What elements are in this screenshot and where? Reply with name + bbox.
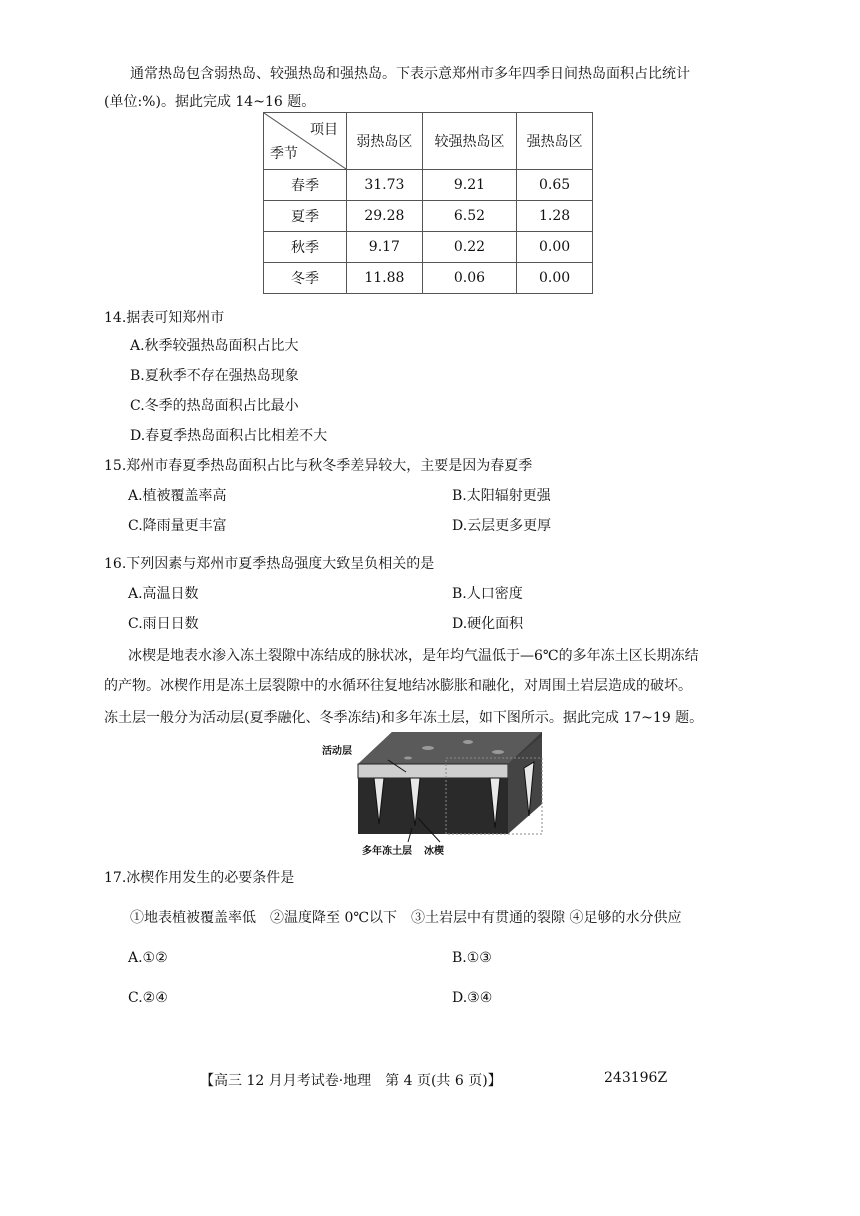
heat-island-table <box>263 112 593 294</box>
question-16-option-c: C.雨日日数 <box>128 616 199 632</box>
table-cell: 0.06 <box>422 263 516 294</box>
question-16-option-a: A.高温日数 <box>128 586 199 602</box>
page-footer: 【高三 12 月月考试卷·地理 第 4 页(共 6 页)】 <box>200 1073 502 1089</box>
question-17-stem: 17.冰楔作用发生的必要条件是 <box>104 870 295 886</box>
row-season: 冬季 <box>264 263 347 294</box>
row-season: 秋季 <box>264 232 347 263</box>
intro-paragraph-1-line-1: 通常热岛包含弱热岛、较强热岛和强热岛。下表示意郑州市多年四季日间热岛面积占比统计 <box>130 66 690 82</box>
table-cell: 0.00 <box>517 263 593 294</box>
table-diagonal-header <box>264 113 347 170</box>
label-permafrost-layer: 多年冻土层 <box>362 846 412 857</box>
table-cell: 31.73 <box>347 170 423 201</box>
column-header: 弱热岛区 <box>347 113 423 170</box>
question-16-option-d: D.硬化面积 <box>452 616 524 632</box>
question-17-option-a: A.①② <box>128 950 168 966</box>
question-17-option-c: C.②④ <box>128 990 168 1006</box>
label-active-layer: 活动层 <box>322 746 352 757</box>
question-17-conditions: ①地表植被覆盖率低 ②温度降至 0℃以下 ③土岩层中有贯通的裂隙 ④足够的水分供应 <box>130 910 682 926</box>
question-14-option-b: B.夏秋季不存在强热岛现象 <box>130 368 299 384</box>
intro-paragraph-1-line-2: (单位:%)。据此完成 14~16 题。 <box>104 94 316 110</box>
table-row <box>264 201 593 232</box>
intro-paragraph-2-line-1: 冰楔是地表水渗入冻土裂隙中冻结成的脉状冰，是年均气温低于—6℃的多年冻土区长期冻结 <box>128 648 699 664</box>
row-season: 春季 <box>264 170 347 201</box>
intro-paragraph-2-line-3: 冻土层一般分为活动层(夏季融化、冬季冻结)和多年冻土层，如下图所示。据此完成 17~19 题。 <box>104 710 704 726</box>
ice-wedge-figure <box>322 728 546 858</box>
exam-code: 243196Z <box>604 1070 668 1086</box>
row-season: 夏季 <box>264 201 347 232</box>
table-header-row <box>264 113 593 170</box>
table-cell: 1.28 <box>517 201 593 232</box>
question-15-option-d: D.云层更多更厚 <box>452 518 552 534</box>
table-row <box>264 263 593 294</box>
header-item: 项目 <box>310 122 338 138</box>
question-14-option-d: D.春夏季热岛面积占比相差不大 <box>130 428 328 444</box>
question-15-option-a: A.植被覆盖率高 <box>128 488 227 504</box>
table-cell: 6.52 <box>422 201 516 232</box>
question-14-option-a: A.秋季较强热岛面积占比大 <box>130 338 299 354</box>
label-ice-wedge: 冰楔 <box>424 846 444 857</box>
table-cell: 9.17 <box>347 232 423 263</box>
column-header: 强热岛区 <box>517 113 593 170</box>
table-cell: 0.22 <box>422 232 516 263</box>
table-cell: 29.28 <box>347 201 423 232</box>
question-14-stem: 14.据表可知郑州市 <box>104 310 225 326</box>
table-cell: 11.88 <box>347 263 423 294</box>
question-15-option-c: C.降雨量更丰富 <box>128 518 227 534</box>
intro-paragraph-2-line-2: 的产物。冰楔作用是冻土层裂隙中的水循环往复地结冰膨胀和融化，对周围土岩层造成的破坏。 <box>104 678 692 694</box>
table-cell: 0.65 <box>517 170 593 201</box>
ice-wedge-diagram <box>348 728 546 858</box>
question-14-option-c: C.冬季的热岛面积占比最小 <box>130 398 299 414</box>
question-16-option-b: B.人口密度 <box>452 586 523 602</box>
question-16-stem: 16.下列因素与郑州市夏季热岛强度大致呈负相关的是 <box>104 556 435 572</box>
question-15-stem: 15.郑州市春夏季热岛面积占比与秋冬季差异较大，主要是因为春夏季 <box>104 458 533 474</box>
table-row <box>264 170 593 201</box>
column-header: 较强热岛区 <box>422 113 516 170</box>
table-row <box>264 232 593 263</box>
header-season: 季节 <box>270 146 298 162</box>
table-cell: 0.00 <box>517 232 593 263</box>
question-17-option-d: D.③④ <box>452 990 493 1006</box>
question-17-option-b: B.①③ <box>452 950 492 966</box>
question-15-option-b: B.太阳辐射更强 <box>452 488 551 504</box>
table-cell: 9.21 <box>422 170 516 201</box>
